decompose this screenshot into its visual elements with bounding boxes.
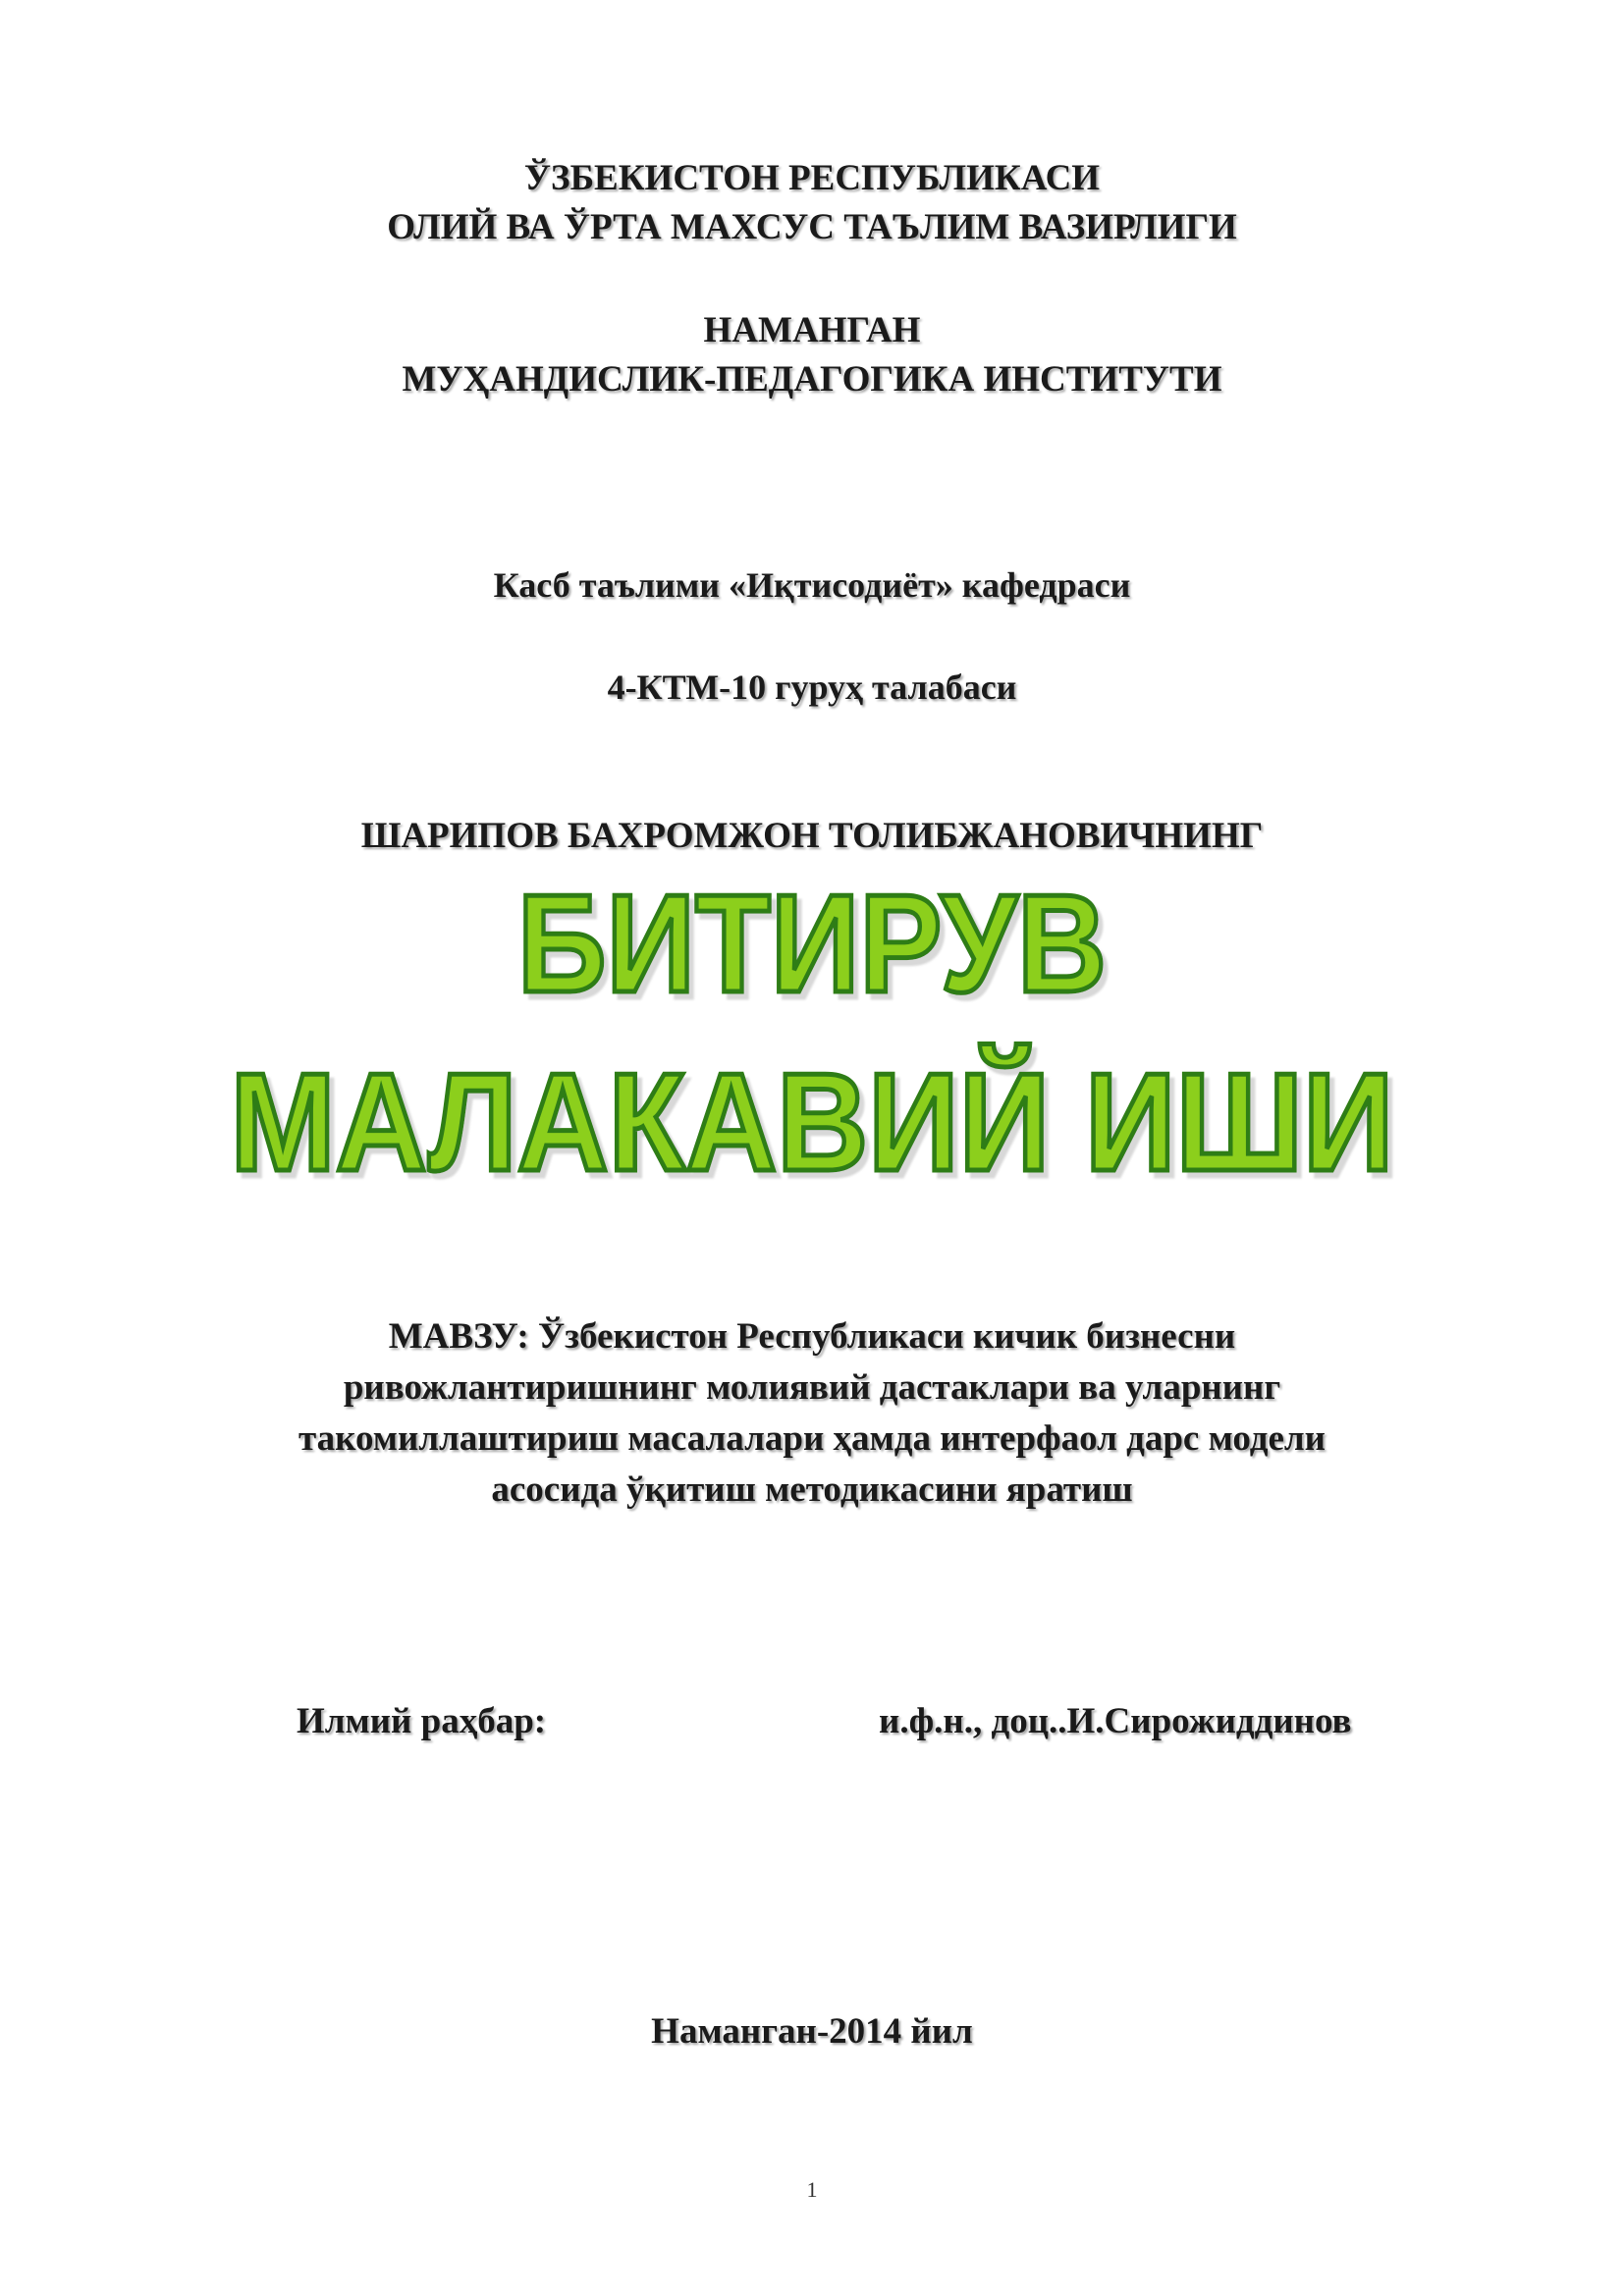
student-name: ШАРИПОВ БАХРОМЖОН ТОЛИБЖАНОВИЧНИНГ: [360, 816, 1264, 856]
topic-line-4: асосида ўқитиш методикасини яратиш: [491, 1469, 1133, 1510]
document-title-wordart: [0, 864, 1624, 1198]
institute-heading: МУҲАНДИСЛИК-ПЕДАГОГИКА ИНСТИТУТИ: [402, 359, 1222, 400]
title-line-1: БИТИРУВ: [517, 866, 1107, 1022]
city-heading: НАМАНГАН: [703, 310, 921, 350]
topic-line-1: [0, 1315, 1624, 1359]
supervisor-name: и.ф.н., доц..И.Сирожиддинов: [879, 1701, 1352, 1741]
ministry-heading: ОЛИЙ ВА ЎРТА МАХСУС ТАЪЛИМ ВАЗИРЛИГИ: [387, 207, 1237, 247]
topic-line-2: ривожлантиришнинг молиявий дастаклари ва уларнинг: [343, 1367, 1281, 1408]
country-heading: ЎЗБЕКИСТОН РЕСПУБЛИКАСИ: [523, 158, 1101, 198]
group-line: 4-КТМ-10 гуруҳ талабаси: [607, 667, 1017, 707]
supervisor-label: Илмий раҳбар:: [297, 1701, 547, 1741]
topic-label: МАВЗУ:: [388, 1316, 529, 1357]
topic-line-1-text: Ўзбекистон Республикаси кичик бизнесни: [538, 1316, 1236, 1357]
city-year: Наманган-2014 йил: [651, 2011, 973, 2052]
topic-line-3: такомиллаштириш масалалари ҳамда интерфаол дарс модели: [298, 1418, 1326, 1459]
page-number: 1: [806, 2177, 818, 2202]
title-line-2: МАЛАКАВИЙ ИШИ: [230, 1044, 1514, 1198]
department-line: Касб таълими «Иқтисодиёт» кафедраси: [493, 565, 1131, 605]
